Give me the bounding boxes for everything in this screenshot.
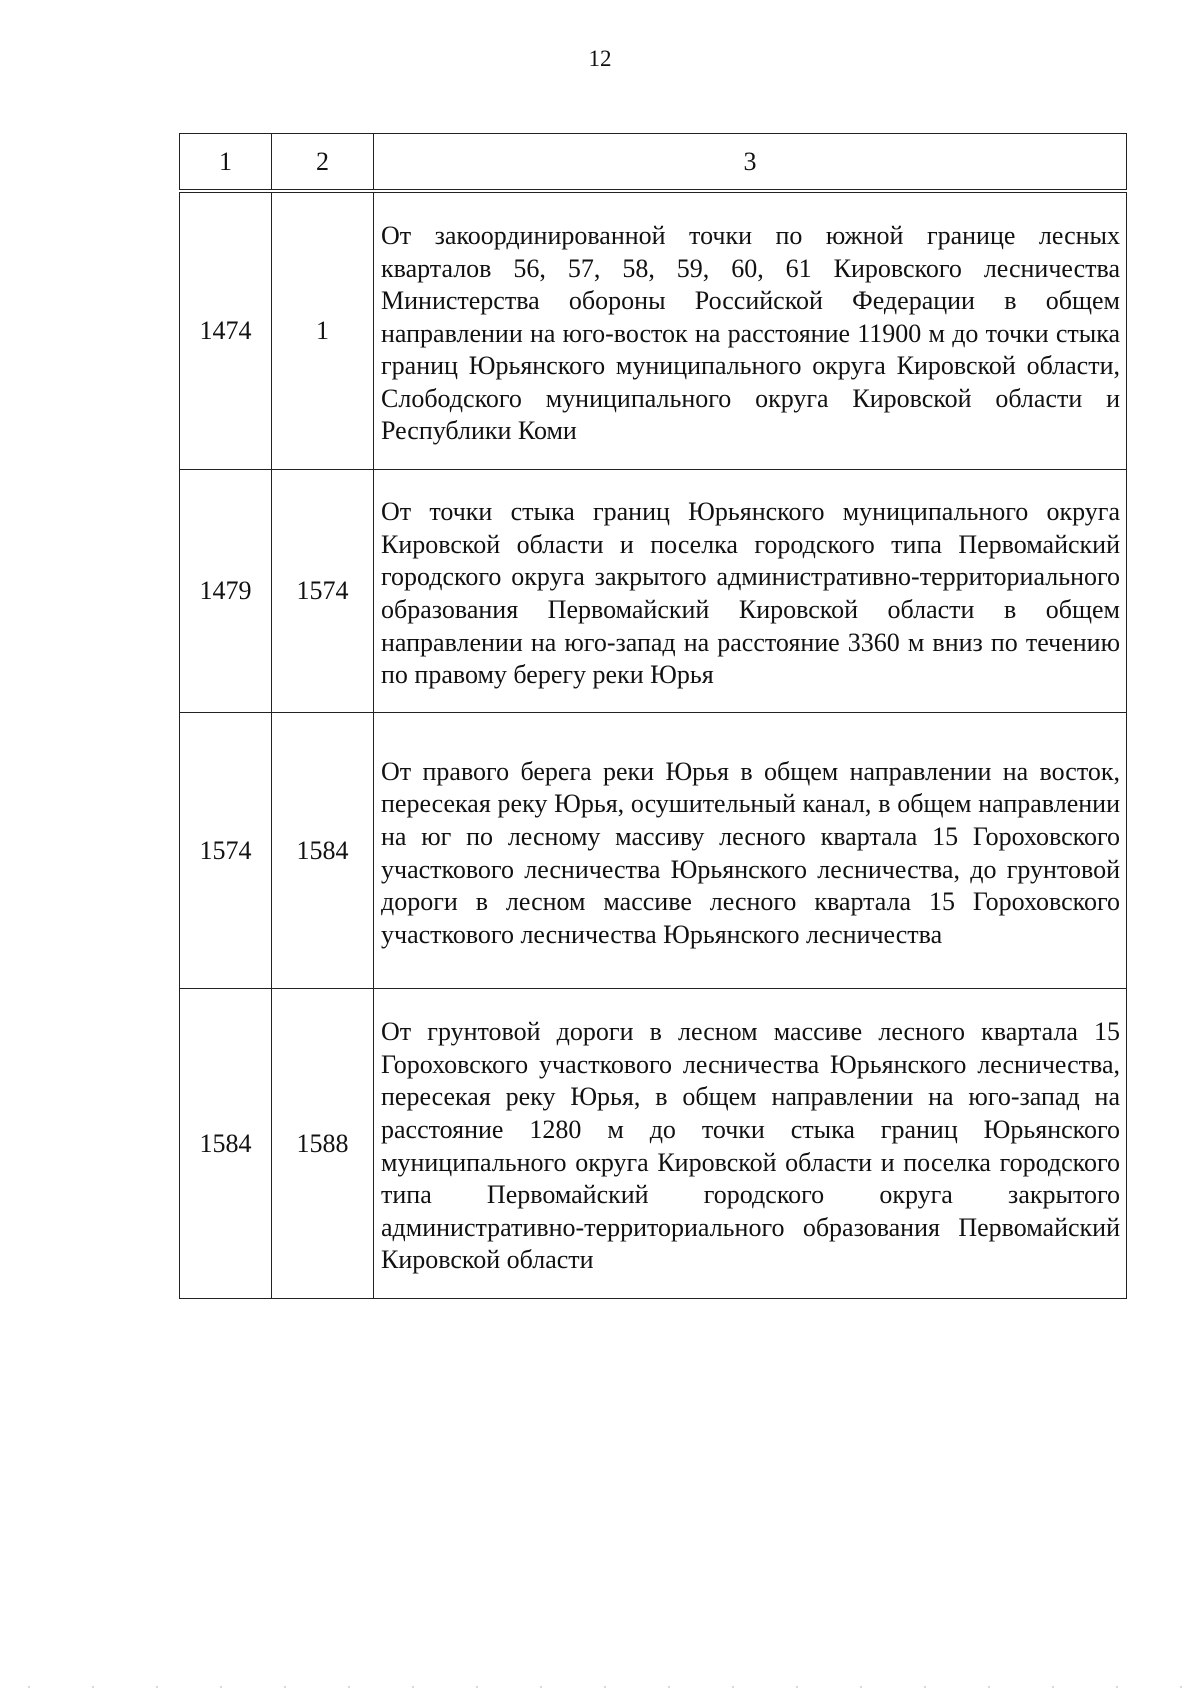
from-point-cell: 1479: [180, 470, 272, 713]
description-cell: От грунтовой дороги в лесном массиве лесного квартала 15 Гороховского участкового лесничества Юрьянского лесничества, пересекая реку Юрья, в общем направлении на юго-запад на расстояние 1280 м до точки стыка границ Юрьянского муниципального округа Кировской области и поселка городского типа Первомайский городского округа закрытого административно-территориального образования Первомайский Кировской области: [374, 989, 1127, 1299]
table-row: [180, 713, 1127, 989]
to-point-cell: 1: [272, 191, 374, 470]
table-header-row: [180, 134, 1127, 192]
header-cell-1: 1: [180, 134, 272, 192]
description-cell: От закоординированной точки по южной границе лесных кварталов 56, 57, 58, 59, 60, 61 Кировского лесничества Министерства обороны Российской Федерации в общем направлении на юго-восток на расстояние 11900 м до точки стыка границ Юрьянского муниципального округа Кировской области, Слободского муниципального округа Кировской области и Республики Коми: [374, 191, 1127, 470]
table-row: [180, 470, 1127, 713]
table-row: [180, 989, 1127, 1299]
to-point-cell: 1588: [272, 989, 374, 1299]
page-number: 12: [588, 46, 612, 71]
scan-edge-artifact: [0, 1686, 1200, 1688]
from-point-cell: 1574: [180, 713, 272, 989]
description-cell: От правого берега реки Юрья в общем направлении на восток, пересекая реку Юрья, осушительный канал, в общем направлении на юг по лесному массиву лесного квартала 15 Гороховского участкового лесничества Юрьянского лесничества, до грунтовой дороги в лесном массиве лесного квартала 15 Гороховского участкового лесничества Юрьянского лесничества: [374, 713, 1127, 989]
to-point-cell: 1574: [272, 470, 374, 713]
from-point-cell: 1474: [180, 191, 272, 470]
header-cell-2: 2: [272, 134, 374, 192]
boundary-table: [179, 133, 1127, 1299]
from-point-cell: 1584: [180, 989, 272, 1299]
to-point-cell: 1584: [272, 713, 374, 989]
description-cell: От точки стыка границ Юрьянского муниципального округа Кировской области и поселка городского типа Первомайский городского округа закрытого административно-территориального образования Первомайский Кировской области в общем направлении на юго-запад на расстояние 3360 м вниз по течению по правому берегу реки Юрья: [374, 470, 1127, 713]
table-row: [180, 191, 1127, 470]
header-cell-3: 3: [374, 134, 1127, 192]
